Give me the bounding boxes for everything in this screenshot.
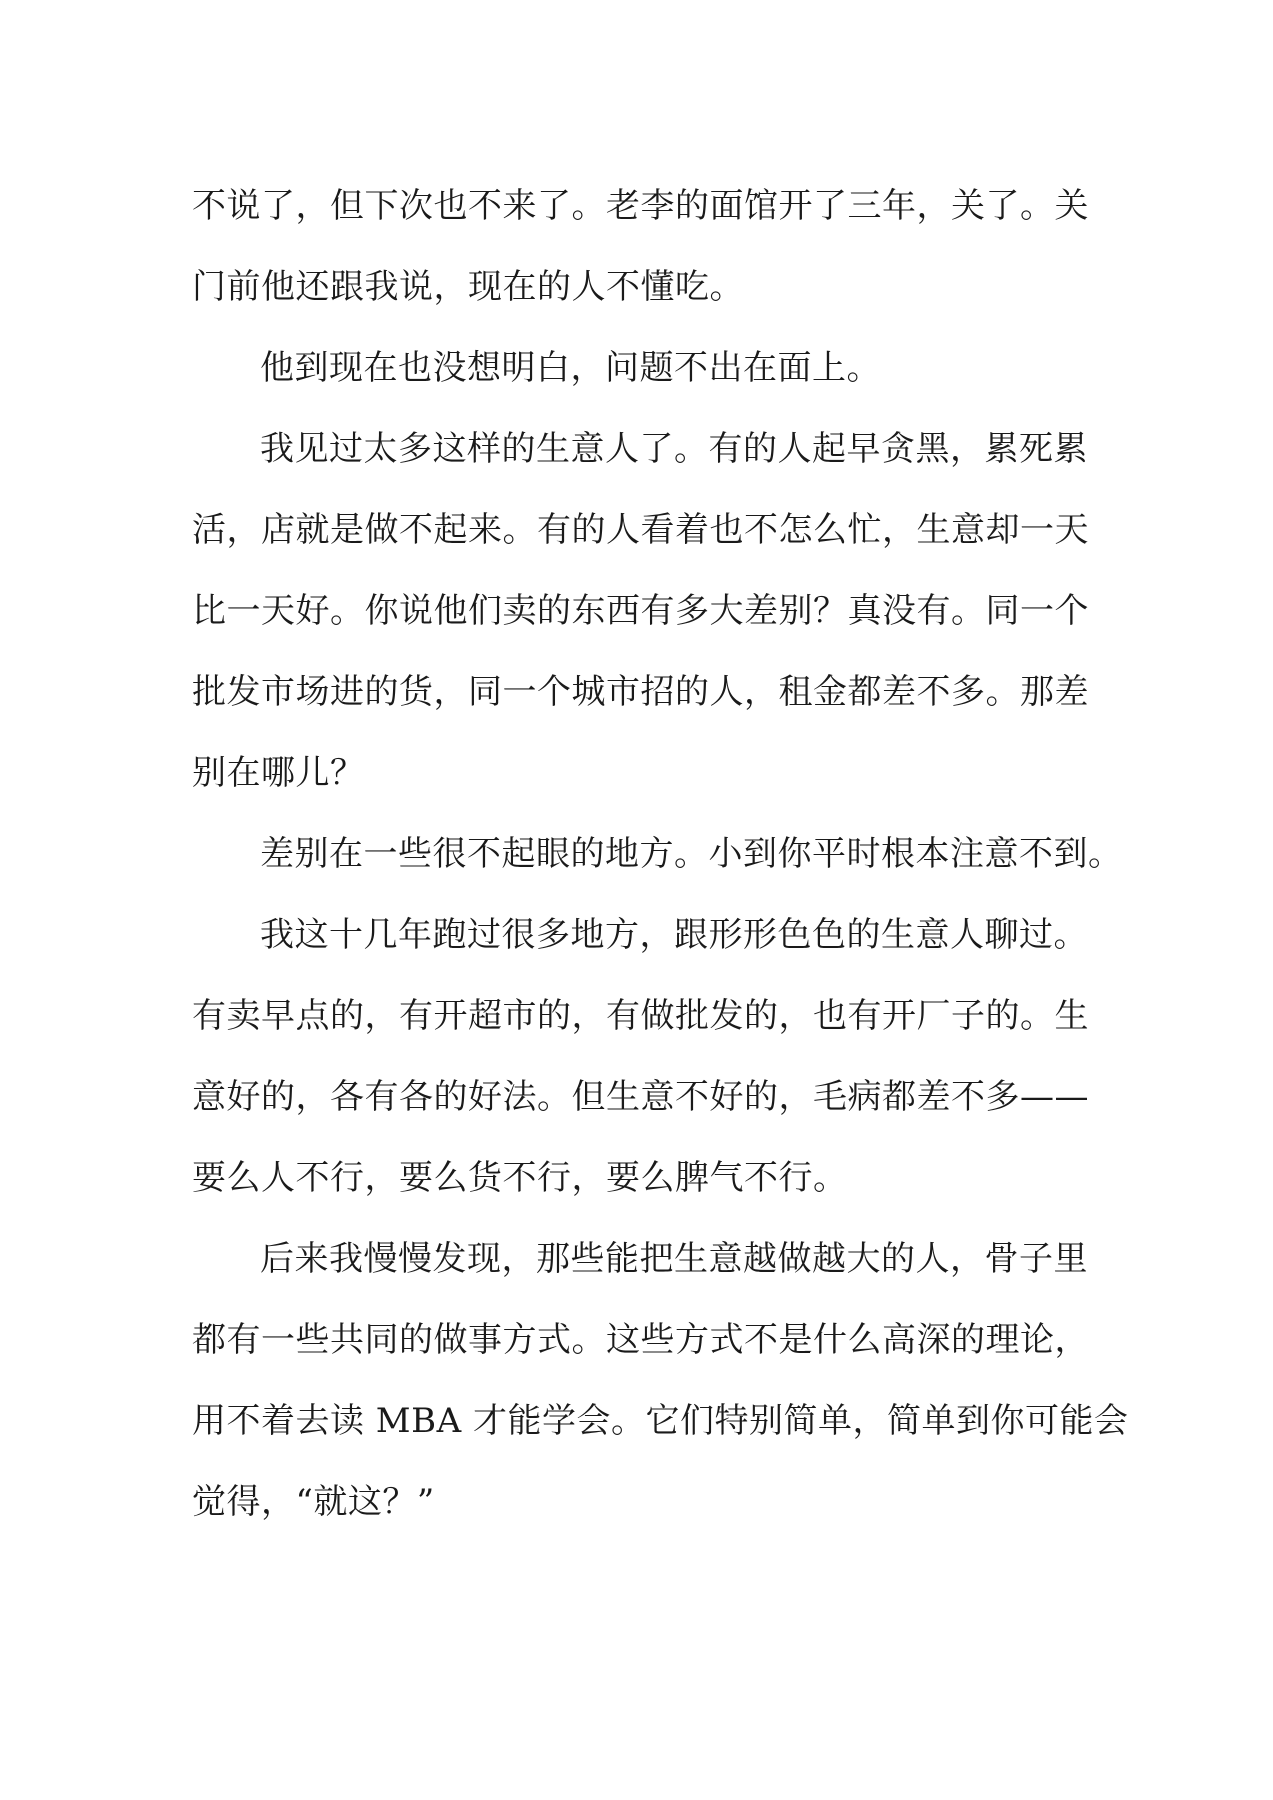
body-text <box>192 166 1129 1543</box>
text-line: 批发市场进的货，同一个城市招的人，租金都差不多。那差 <box>192 672 1089 712</box>
text-line: 别在哪儿？ <box>192 753 365 793</box>
text-line: 意好的，各有各的好法。但生意不好的，毛病都差不多—— <box>192 1077 1089 1117</box>
paragraph-3 <box>192 409 1092 814</box>
text-line: 我见过太多这样的生意人了。有的人起早贪黑，累死累 <box>260 429 1088 469</box>
text-line: 门前他还跟我说，现在的人不懂吃。 <box>192 267 744 307</box>
text-line: 觉得，“就这？” <box>192 1482 435 1522</box>
text-line: 他到现在也没想明白，问题不出在面上。 <box>260 348 881 388</box>
text-line: 用不着去读 MBA 才能学会。它们特别简单，简单到你可能会 <box>192 1401 1129 1441</box>
paragraph-5 <box>192 895 1092 1219</box>
text-line: 有卖早点的，有开超市的，有做批发的，也有开厂子的。生 <box>192 996 1089 1036</box>
paragraph-2 <box>192 328 1092 409</box>
text-line: 不说了，但下次也不来了。老李的面馆开了三年，关了。关 <box>192 186 1089 226</box>
text-line: 要么人不行，要么货不行，要么脾气不行。 <box>192 1158 848 1198</box>
paragraph-4 <box>192 814 1123 895</box>
paragraph-1 <box>192 166 1092 328</box>
text-line: 差别在一些很不起眼的地方。小到你平时根本注意不到。 <box>260 834 1123 874</box>
text-line: 后来我慢慢发现，那些能把生意越做越大的人，骨子里 <box>260 1239 1088 1279</box>
text-line: 活，店就是做不起来。有的人看着也不怎么忙，生意却一天 <box>192 510 1089 550</box>
text-line: 我这十几年跑过很多地方，跟形形色色的生意人聊过。 <box>260 915 1088 955</box>
text-line: 都有一些共同的做事方式。这些方式不是什么高深的理论， <box>192 1320 1089 1360</box>
text-line: 比一天好。你说他们卖的东西有多大差别？真没有。同一个 <box>192 591 1089 631</box>
paragraph-6 <box>192 1219 1129 1543</box>
